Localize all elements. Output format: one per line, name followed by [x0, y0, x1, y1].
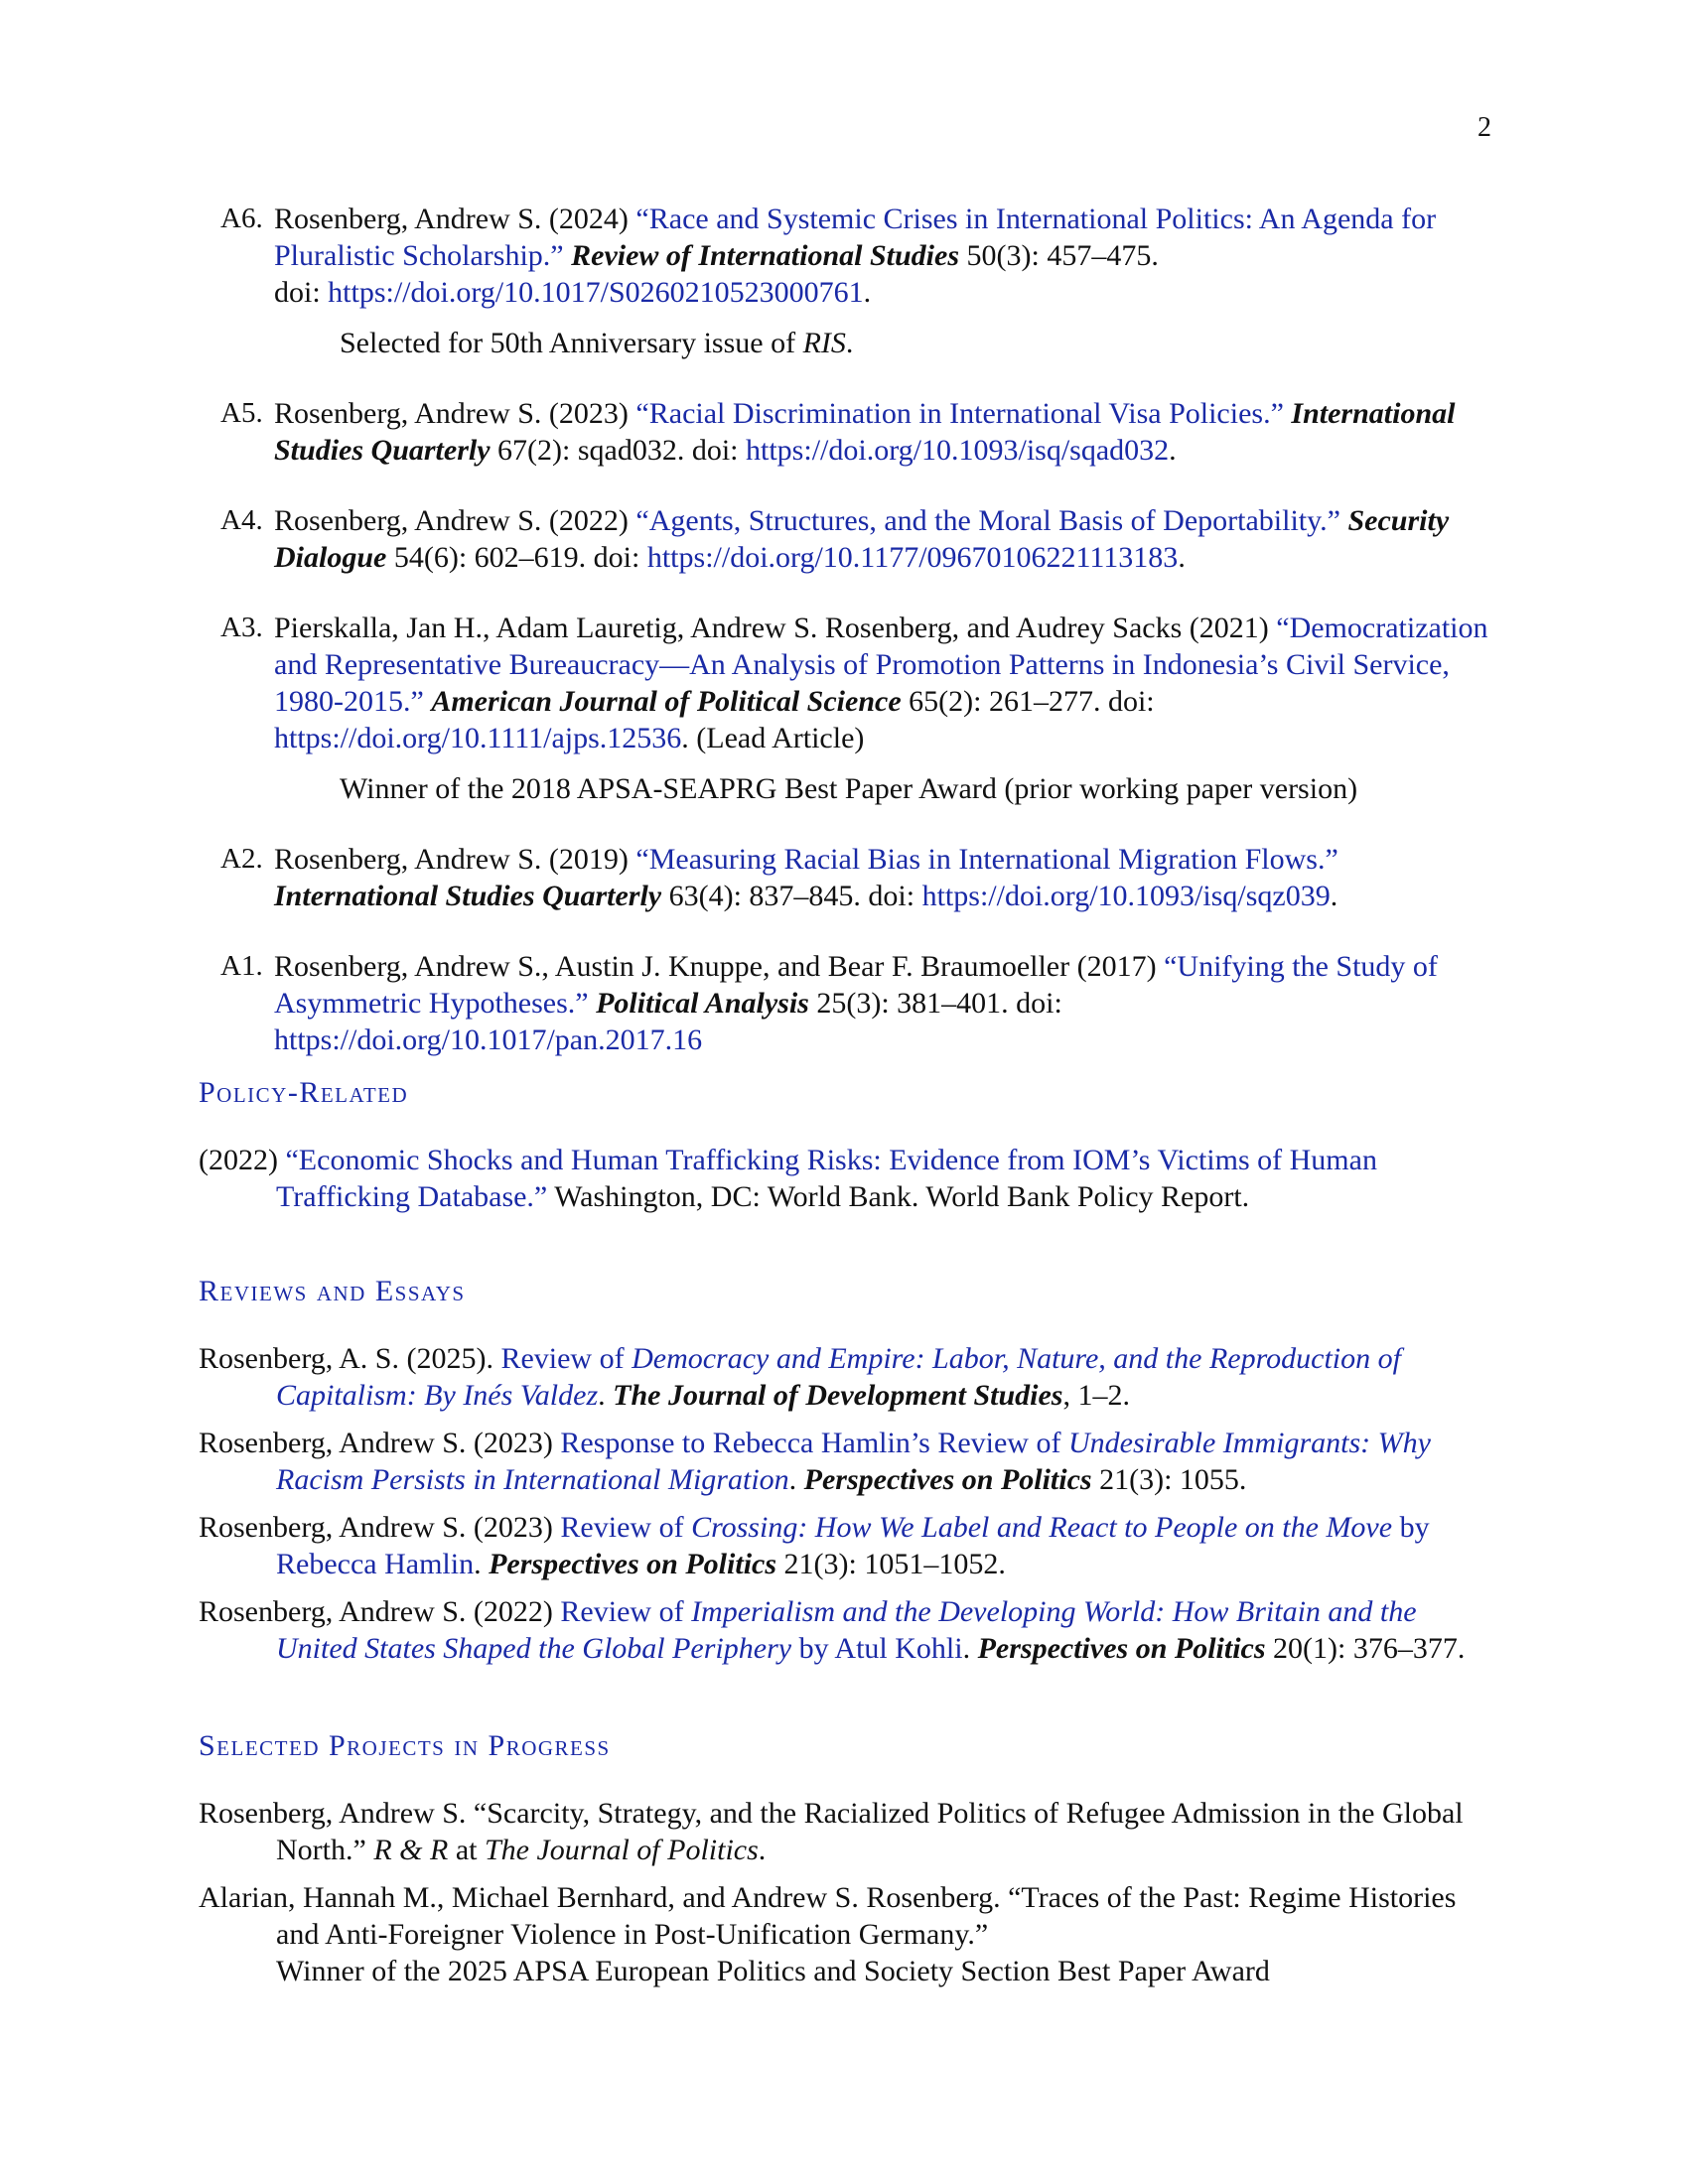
article-details: 50(3): 457–475.: [959, 239, 1159, 272]
review-entry: [199, 1593, 1491, 1667]
review-separator: .: [598, 1379, 614, 1412]
article-label: A4.: [220, 504, 263, 536]
review-details: 21(3): 1051–1052.: [776, 1548, 1006, 1580]
policy-title-link[interactable]: “Economic Shocks and Human Trafficking Risks: Evidence from IOM’s Victims of Human Trafficking Database.”: [276, 1144, 1377, 1213]
article-end: . (Lead Article): [681, 722, 865, 754]
article-a4: [199, 502, 1491, 576]
article-authors: Rosenberg, Andrew S., Austin J. Knuppe, and Bear F. Braumoeller (2017): [274, 950, 1165, 983]
journal-name: Perspectives on Politics: [803, 1463, 1092, 1496]
review-link-prefix: Response to Rebecca Hamlin’s Review of: [560, 1427, 1068, 1459]
article-end: .: [1178, 541, 1186, 574]
review-book-title: Imperialism and the Developing World: How Britain and the United States Shaped the Global Periphery: [276, 1595, 1417, 1665]
doi-link[interactable]: https://doi.org/10.1093/isq/sqad032: [746, 434, 1170, 467]
article-citation: [274, 502, 1491, 576]
review-link-suffix: by Rebecca Hamlin: [276, 1511, 1430, 1580]
article-details: 65(2): 261–277.: [901, 685, 1108, 718]
journal-name: Perspectives on Politics: [977, 1632, 1266, 1665]
article-a5: [199, 395, 1491, 469]
journal-name: Perspectives on Politics: [489, 1548, 777, 1580]
project-citation: Rosenberg, Andrew S. “Scarcity, Strategy, and the Racialized Politics of Refugee Admission in the Global North.”: [199, 1797, 1464, 1866]
review-book-title: Undesirable Immigrants: Why Racism Persists in International Migration: [276, 1427, 1431, 1496]
review-author: Rosenberg, Andrew S. (2023): [199, 1511, 561, 1544]
projects-list: [199, 1795, 1491, 1989]
article-title-link[interactable]: “Unifying the Study of Asymmetric Hypotheses.”: [274, 950, 1438, 1020]
section-heading-reviews: Reviews and Essays: [199, 1275, 466, 1307]
review-book-title: Crossing: How We Label and React to People on the Move: [691, 1511, 1393, 1544]
journal-articles: [199, 201, 1491, 1092]
article-title-link[interactable]: “Race and Systemic Crises in International Politics: An Agenda for Pluralistic Scholarship.”: [274, 203, 1437, 272]
journal-name: International Studies Quarterly: [274, 880, 662, 912]
journal-name: American Journal of Political Science: [431, 685, 902, 718]
project-venue: The Journal of Politics: [484, 1834, 759, 1866]
doi-prefix: doi:: [593, 541, 647, 574]
review-link-suffix: by Atul Kohli: [791, 1632, 963, 1665]
section-heading-projects: Selected Projects in Progress: [199, 1729, 611, 1762]
doi-link[interactable]: https://doi.org/10.1017/pan.2017.16: [274, 1024, 703, 1056]
project-entry: [199, 1879, 1491, 1953]
review-author: Rosenberg, A. S. (2025).: [199, 1342, 501, 1375]
review-author: Rosenberg, Andrew S. (2023): [199, 1427, 561, 1459]
article-details: 54(6): 602–619.: [386, 541, 594, 574]
doi-prefix: doi:: [868, 880, 922, 912]
review-separator: .: [962, 1632, 978, 1665]
article-citation: [274, 395, 1491, 469]
article-a2: [199, 841, 1491, 914]
doi-prefix: doi:: [1016, 987, 1062, 1020]
article-authors: Rosenberg, Andrew S. (2024): [274, 203, 636, 235]
article-citation: [274, 201, 1491, 311]
article-citation: [274, 841, 1491, 914]
review-book-title: Democracy and Empire: Labor, Nature, and the Reproduction of Capitalism: By Inés Valdez: [276, 1342, 1401, 1412]
article-label: A1.: [220, 950, 263, 982]
project-citation: Alarian, Hannah M., Michael Bernhard, and Andrew S. Rosenberg. “Traces of the Past: Regime Histories and Anti-Foreigner Violence in Post-Unification Germany.”: [199, 1881, 1457, 1951]
article-citation: [274, 948, 1491, 1058]
article-end: .: [1169, 434, 1177, 467]
project-entry: [199, 1795, 1491, 1868]
article-details: 25(3): 381–401.: [808, 987, 1017, 1020]
review-separator: .: [474, 1548, 490, 1580]
project-status-connector: at: [448, 1834, 485, 1866]
journal-name: The Journal of Development Studies: [613, 1379, 1063, 1412]
note-journal-abbrev: RIS: [802, 327, 846, 359]
article-details: 67(2): sqad032.: [490, 434, 692, 467]
article-note: [274, 325, 1491, 361]
project-status: R & R: [373, 1834, 449, 1866]
journal-name: International Studies Quarterly: [274, 397, 1456, 467]
article-citation: [274, 610, 1491, 756]
doi-link[interactable]: https://doi.org/10.1177/09670106221113183: [646, 541, 1179, 574]
doi-prefix: doi:: [274, 276, 329, 309]
article-title-link[interactable]: “Agents, Structures, and the Moral Basis of Deportability.”: [635, 504, 1340, 537]
note-text: Selected for 50th Anniversary issue of: [340, 327, 803, 359]
policy-list: [199, 1142, 1491, 1226]
doi-prefix: doi:: [691, 434, 747, 467]
project-award: Winner of the 2025 APSA European Politics and Society Section Best Paper Award: [276, 1955, 1270, 1987]
page-number: 2: [1477, 112, 1491, 143]
project-end: .: [758, 1834, 767, 1866]
article-a3: [199, 610, 1491, 807]
note-end: .: [845, 327, 854, 359]
doi-link[interactable]: https://doi.org/10.1111/ajps.12536: [274, 722, 682, 754]
policy-publisher: Washington, DC: World Bank. World Bank Policy Report.: [547, 1180, 1250, 1213]
article-authors: Rosenberg, Andrew S. (2023): [274, 397, 636, 430]
policy-year: (2022): [199, 1144, 286, 1176]
article-label: A2.: [220, 843, 263, 875]
article-authors: Rosenberg, Andrew S. (2019): [274, 843, 636, 876]
journal-name: Review of International Studies: [571, 239, 960, 272]
review-separator: .: [788, 1463, 804, 1496]
article-label: A6.: [220, 203, 263, 234]
article-title-link[interactable]: “Measuring Racial Bias in International Migration Flows.”: [635, 843, 1338, 876]
review-entry: [199, 1509, 1491, 1582]
reviews-list: [199, 1340, 1491, 1678]
journal-name: Security Dialogue: [274, 504, 1450, 574]
review-link-prefix: Review of: [560, 1595, 692, 1628]
review-link-prefix: Review of: [560, 1511, 692, 1544]
section-heading-policy: Policy-Related: [199, 1076, 409, 1109]
review-details: , 1–2.: [1062, 1379, 1130, 1412]
article-end: .: [863, 276, 872, 309]
article-note: Winner of the 2018 APSA-SEAPRG Best Paper Award (prior working paper version): [340, 772, 1358, 805]
doi-link[interactable]: https://doi.org/10.1093/isq/sqz039: [921, 880, 1331, 912]
article-a6: [199, 201, 1491, 361]
journal-name: Political Analysis: [596, 987, 809, 1020]
article-authors: Rosenberg, Andrew S. (2022): [274, 504, 636, 537]
article-authors: Pierskalla, Jan H., Adam Lauretig, Andrew S. Rosenberg, and Audrey Sacks (2021): [274, 612, 1277, 644]
review-author: Rosenberg, Andrew S. (2022): [199, 1595, 561, 1628]
doi-link[interactable]: https://doi.org/10.1017/S0260210523000761: [328, 276, 864, 309]
article-title-link[interactable]: “Democratization and Representative Bureaucracy—An Analysis of Promotion Patterns in Indonesia’s Civil Service, 1980-2015.”: [274, 612, 1488, 718]
article-label: A3.: [220, 612, 263, 643]
review-link-prefix: Review of: [500, 1342, 633, 1375]
review-details: 20(1): 376–377.: [1265, 1632, 1466, 1665]
review-entry: [199, 1340, 1491, 1414]
doi-prefix: doi:: [1107, 685, 1155, 718]
article-title-link[interactable]: “Racial Discrimination in International Visa Policies.”: [635, 397, 1284, 430]
review-entry: [199, 1425, 1491, 1498]
article-details: 63(4): 837–845.: [661, 880, 869, 912]
policy-entry: [199, 1142, 1491, 1215]
article-label: A5.: [220, 397, 263, 429]
review-details: 21(3): 1055.: [1091, 1463, 1247, 1496]
article-end: .: [1330, 880, 1338, 912]
article-a1: [199, 948, 1491, 1058]
